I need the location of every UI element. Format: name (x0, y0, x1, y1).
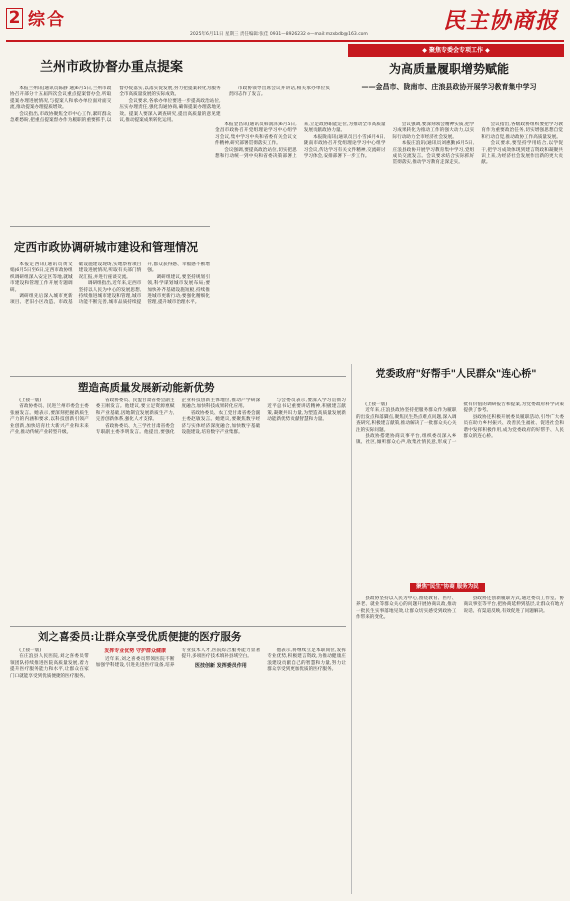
article6-para: 近年来,刘之喜委员带领医院不断加强学科建设,引进先进医疗设备,培养专业技术人才,医院综合服务能力显著提升,多项医疗技术填补县域空白。 (95, 648, 261, 669)
article4-para: 省政协委员、农工党甘肃省委会副主委赵敏发言。她建议,要聚焦数字经济与实体经济深度融合,加快数字基础设施建设,培育数字产业集群。 (181, 410, 261, 436)
article5-para: 县政协还创新履职方式,通过委员工作室、协商议事室等平台,把协商延伸到基层,让群众有地方说话、有渠道反映,有效促进了问题解决。 (463, 596, 564, 614)
article6-para: (上接一版) (19, 648, 42, 653)
article5-para: 县政协搭建协商议事平台,组织委员深入乡镇、社区,倾听群众心声,收集社情民意,形成了一批有价值的调研报告和提案,为党委政府科学决策提供了参考。 (356, 402, 564, 446)
article5-title: 党委政府"好帮手"人民群众"连心桥" (375, 369, 537, 380)
article4-body (10, 398, 346, 620)
masthead (0, 0, 570, 42)
page-number: 2 (6, 8, 23, 29)
column-divider (351, 364, 352, 894)
article2-body (215, 122, 563, 358)
article5-para: 县政协坚持以人民为中心,围绕教育、医疗、养老、就业等群众关心的问题开展协商议政,推动一批民生实事落地见效,让群众切实感受到政协工作带来的变化。 (356, 596, 457, 621)
article2-para: 会议指出,各级政协组织要把学习教育作为重要政治任务,切实增强思想自觉和行动自觉,推动政协工作高质量发展。 (481, 122, 563, 140)
article1-para: 市政协领导出席会议并讲话,相关承办单位负责同志作了发言。 (228, 86, 330, 98)
article5-tail (356, 596, 564, 894)
article5-para: 县政协还积极开展委员履职活动,引导广大委员在助力乡村振兴、改善民生福祉、促进社会和谐中发挥积极作用,成为党委政府的好帮手、人民群众的连心桥。 (463, 414, 564, 440)
article3-title: 定西市政协调研城市建设和管理情况 (14, 240, 198, 254)
article1-para: 本报兰州讯(通讯员陈静 通)6月5日,兰州市政协召开部分十五届四次会议重点提案督办会,听取提案办理进展情况,与提案人和承办单位面对面交流,推动提案办理提质增效。 (10, 86, 112, 111)
article4-para: 与会委员表示,要深入学习贯彻习近平总书记重要讲话精神,积极建言献策,凝聚共识力量,为塑造高质量发展新动能新优势贡献智慧和力量。 (267, 398, 346, 423)
masthead-rule (6, 40, 564, 42)
article3-para: 调研组先后深入城市更新项目、老旧小区改造、市政基础设施建设现场,实地察看项目建设进展情况,听取有关部门情况汇报,并进行座谈交流。 (10, 262, 142, 306)
article2-para: 会议强调,要提高政治站位,切实把思想和行动统一到中央和省委决策部署上来,立足政协职能定位,为推动全市高质量发展贡献政协力量。 (215, 122, 386, 160)
divider (10, 226, 210, 227)
article5-sub-label: 聚焦"民生"协商 服务为民 (410, 583, 485, 592)
article2-title: 为高质量履职增势赋能 (388, 62, 509, 76)
date-line: 2025年6月11日 星期三 责任编辑:张佳 0931—8926232 e—mail:mzxbdb@163.com (190, 32, 368, 37)
article2-subtitle: ——金昌市、陇南市、庄浪县政协开展学习教育集中学习 (361, 83, 537, 91)
article6-sub-label: 医技创新 发挥委员作用 (195, 662, 247, 669)
article2-para: 本报庄浪讯(通讯员刘惠勤)6月5日,庄浪县政协开展学习教育集中学习,党组成员交流发言。会议要求结合实际抓好贯彻落实,推动学习教育走深走实。 (392, 141, 475, 166)
article6-title: 刘之喜委员:让群众享受优质便捷的医疗服务 (38, 631, 242, 643)
article4-para: 省政协委员、九三学社甘肃省委会专职副主委李明发言。他提出,要强化企业科技创新主体地位,推动产学研深度融合,加快科技成果转化应用。 (95, 398, 261, 436)
article2-para: 会议强调,要深刻领会精神实质,把学习成果转化为推动工作的强大动力,以实际行动助力全市经济社会发展。 (392, 122, 475, 140)
article4-para: 省政协委员、民盟甘肃省委会副主委王刚发言。他建议,要立足资源禀赋和产业基础,因地制宜发展新质生产力,完善创新体系,强化人才支撑。 (95, 398, 175, 423)
article6-para: 他表示,将继续立足本职岗位,发挥专业优势,积极建言资政,为推动健康庄浪建设贡献自己的智慧和力量,努力让群众享受到更加优质的医疗服务。 (267, 648, 346, 673)
article2-para: 本报陇南讯(通讯员吕小雪)6月4日,陇南市政协召开党组理论学习中心组学习会议,传达学习有关文件精神,交流研讨学习体会,安排部署下一步工作。 (303, 134, 386, 160)
section-title: 综合 (28, 10, 66, 30)
article1-para: 会议要求,各承办单位要进一步提高政治站位,压实办理责任,强化沟通协商,确保提案办理落地见效。提案人要深入调查研究,提出高质量的意见建议,推动提案成果转化运用。 (119, 98, 221, 124)
article6-sub-label: 发挥专业优势 守护群众健康 (104, 648, 166, 654)
divider (10, 376, 346, 377)
topic-banner: ◆ 聚焦专委会专项工作 ◆ (348, 44, 564, 57)
article3-para: 调研组建议,要坚持规划引领,科学谋划城市发展布局;要加快补齐基础设施短板,持续推进城市更新行动;要强化精细化管理,提升城市治理水平。 (147, 274, 210, 306)
article6-para: 在庄浪县人民医院,刘之喜委员带领团队持续推进医院高质量发展,着力提升医疗服务能力和水平,让群众在家门口就能享受到优质便捷的医疗服务。 (10, 654, 89, 679)
article4-para: (上接一版) (19, 398, 42, 403)
article5-para: 近年来,庄浪县政协坚持把服务群众作为履职的出发点和落脚点,聚焦民生热点难点问题,深入调查研究,积极建言献策,推动解决了一批群众关心关注的实际问题。 (356, 408, 457, 433)
article5-body (356, 402, 564, 580)
newspaper-brand: 民主协商报 (442, 8, 558, 34)
article2-header (334, 61, 564, 119)
article3-body (10, 262, 210, 370)
article1-title: 兰州市政协督办重点提案 (40, 60, 184, 75)
article4-title: 塑造高质量发展新动能新优势 (78, 382, 215, 394)
article1-para: 会议指出,市政协聚焦全市中心工作,紧盯群众急难愁盼,把重点提案督办作为履职的重要抓手,以督办促落实,以落实促发展,努力把提案转化为服务全市高质量发展的实际成效。 (10, 86, 221, 124)
article5-para: (上接一版) (365, 402, 388, 407)
article2-para: 本报金昌讯(通讯员韩润泽)6月5日,金昌市政协召开党组理论学习中心组学习会议,集中学习中央和省委有关会议文件精神,研究部署贯彻落实工作。 (215, 122, 297, 147)
article3-para: 调研组指出,近年来,定西市坚持以人民为中心的发展思想,持续推进城市建设和管理,城市功能不断完善,城市品质持续提升,群众获得感、幸福感不断增强。 (78, 262, 210, 306)
divider (10, 626, 346, 627)
article5-header (356, 369, 556, 391)
article2-para: 会议要求,要坚持学用结合,以学促干,把学习成效体现到建言资政和凝聚共识上来,为经济社会发展作出新的更大贡献。 (481, 141, 563, 166)
article4-para: 省政协委员、民进兰州市委会主委张丽发言。她表示,要深刻把握新质生产力的内涵和要求,以科技创新引领产业创新,加快培育壮大新兴产业和未来产业,推动传统产业转型升级。 (10, 404, 89, 436)
article3-para: 本报定西讯(通讯员黄文娟)6月5日至6日,定西市政协组织调研组深入安定区等地,就城市建设和管理工作开展专题调研。 (10, 262, 73, 293)
article6-body (10, 648, 346, 894)
